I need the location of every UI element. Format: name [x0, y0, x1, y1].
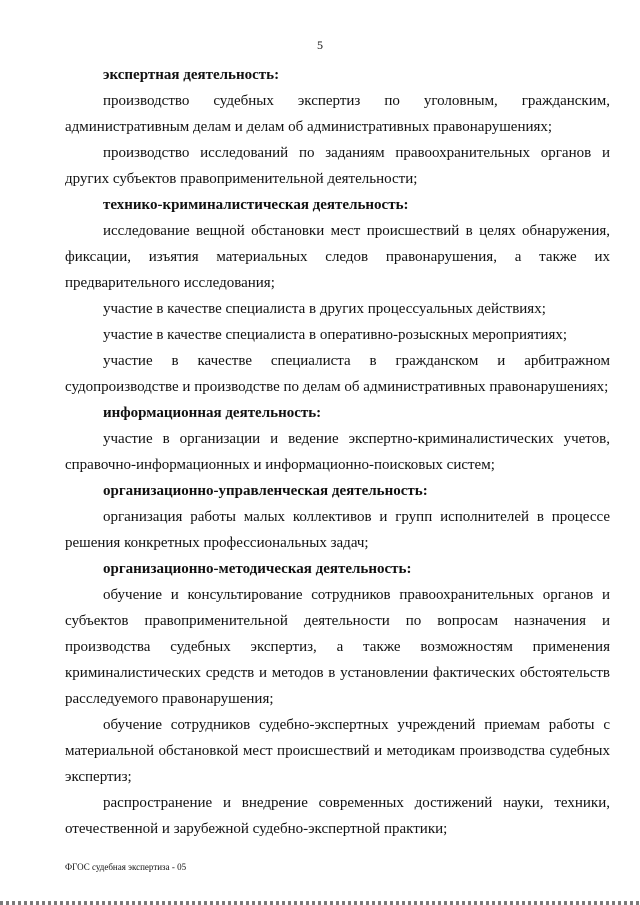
- page-number: 5: [317, 38, 323, 52]
- paragraph: участие в качестве специалиста в гражданском и арбитражном судопроизводстве и производстве по делам об административных правонарушениях;: [65, 353, 610, 395]
- heading-organizational-management-activity: организационно-управленческая деятельность:: [103, 483, 428, 499]
- paragraph: организация работы малых коллективов и групп исполнителей в процессе решения конкретных профессиональных задач;: [65, 509, 610, 551]
- heading-information-activity: информационная деятельность:: [103, 405, 322, 421]
- page-content: [65, 62, 610, 842]
- paragraph: производство судебных экспертиз по уголовным, гражданским, административным делам и делам об административных правонарушениях;: [65, 93, 610, 135]
- scan-edge: [0, 901, 640, 905]
- paragraph: производство исследований по заданиям правоохранительных органов и других субъектов правоприменительной деятельности;: [65, 145, 610, 187]
- paragraph: участие в качестве специалиста в других процессуальных действиях;: [103, 301, 546, 317]
- paragraph: участие в качестве специалиста в оперативно-розыскных мероприятиях;: [103, 327, 568, 343]
- paragraph: обучение и консультирование сотрудников правоохранительных органов и субъектов правоприменительной деятельности по вопросам назначения и производства судебных экспертиз, а также возможностям применения криминалистических средств и методов в установлении фактических обстоятельств расследуемого правонарушения;: [65, 587, 610, 707]
- paragraph: обучение сотрудников судебно-экспертных учреждений приемам работы с материальной обстановкой мест происшествий и методикам производства судебных экспертиз;: [65, 717, 610, 785]
- paragraph: распространение и внедрение современных достижений науки, техники, отечественной и зарубежной судебно-экспертной практики;: [65, 795, 610, 837]
- page-footer: ФГОС судебная экспертиза - 05: [65, 862, 187, 872]
- heading-organizational-methodical-activity: организационно-методическая деятельность:: [103, 561, 412, 577]
- paragraph: участие в организации и ведение экспертно-криминалистических учетов, справочно-информационных и информационно-поисковых систем;: [65, 431, 610, 473]
- heading-expert-activity: экспертная деятельность:: [103, 67, 280, 83]
- heading-technical-forensic-activity: технико-криминалистическая деятельность:: [103, 197, 409, 213]
- paragraph: исследование вещной обстановки мест происшествий в целях обнаружения, фиксации, изъятия материальных следов правонарушения, а также их предварительного исследования;: [65, 223, 610, 291]
